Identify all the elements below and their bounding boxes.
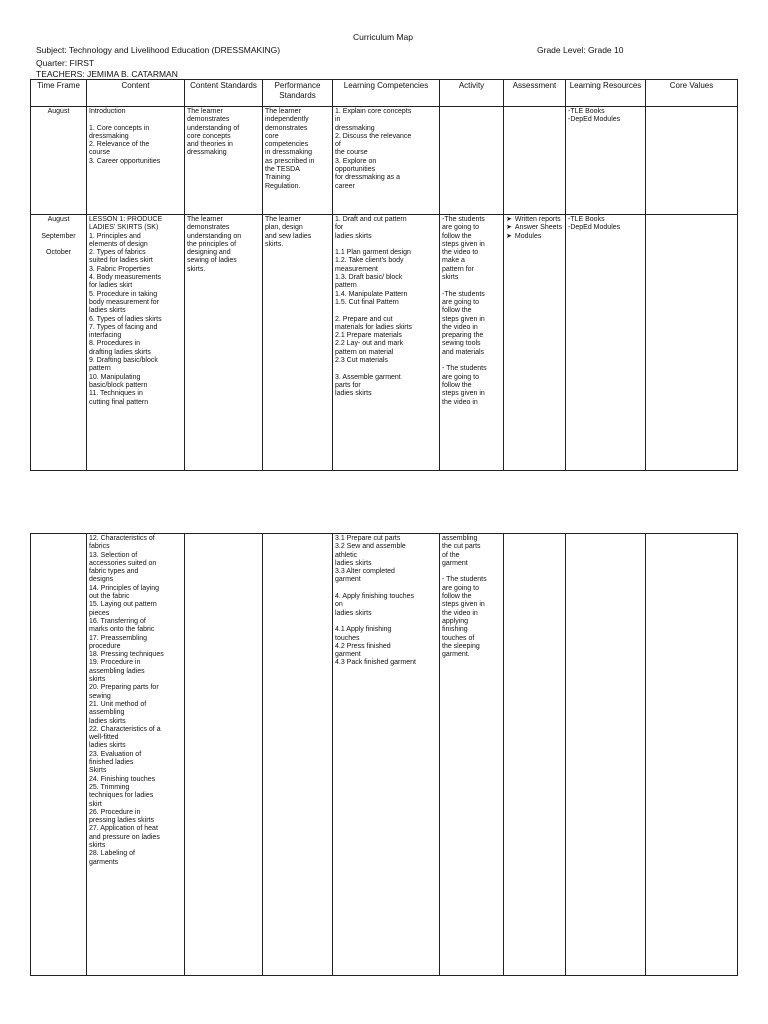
- cell-text-line: ladies skirts: [335, 609, 372, 617]
- cell-text-line: and theories in: [187, 141, 233, 149]
- cell-text-line: follow the: [442, 593, 472, 601]
- cell-text-line: 3. Explore on: [335, 157, 377, 165]
- list-item: ➤ Modules: [506, 232, 542, 240]
- cell-assessment: [504, 534, 566, 976]
- cell-core-values: [646, 107, 738, 215]
- cell-text-line: demonstrates: [265, 124, 308, 132]
- cell-text-line: assembling ladies: [89, 667, 145, 675]
- cell-text-line: are going to: [442, 584, 479, 592]
- cell-text-line: of the: [442, 551, 460, 559]
- cell-text-line: September: [41, 232, 76, 240]
- cell-text-line: plan, design: [265, 224, 303, 232]
- cell-text-line: 4.2 Press finished: [335, 642, 391, 650]
- cell-text-line: of: [335, 141, 341, 149]
- cell-text-line: 1. Draft and cut pattern: [335, 216, 407, 223]
- cell-learning-competencies: [333, 107, 440, 215]
- col-performance-standards: Performance Standards: [263, 80, 333, 107]
- cell-text-line: 2. Prepare and cut: [335, 315, 393, 323]
- cell-text-line: 19. Procedure in: [89, 659, 141, 667]
- cell-activity: [440, 107, 504, 215]
- col-core-values: Core Values: [646, 80, 738, 107]
- cell-text-line: steps given in: [442, 315, 485, 323]
- cell-text-line: Training: [265, 174, 291, 182]
- cell-text-line: finished ladies: [89, 759, 134, 767]
- cell-performance-standards: [263, 107, 333, 215]
- col-content: Content: [87, 80, 185, 107]
- cell-text-line: The learner: [265, 216, 301, 223]
- cell-text-line: are going to: [442, 373, 479, 381]
- cell-text-line: dressmaking: [187, 149, 227, 157]
- cell-learning-resources: [566, 215, 646, 471]
- cell-text-line: August: [47, 108, 70, 115]
- cell-text-line: and sew ladies: [265, 232, 312, 240]
- cell-text-line: [335, 618, 437, 626]
- cell-text-line: 21. Unit method of: [89, 700, 147, 708]
- cell-assessment: [504, 107, 566, 215]
- cell-text-line: 23. Evaluation of: [89, 750, 142, 758]
- cell-text-line: -The students: [442, 290, 485, 298]
- cell-text-line: -DepEd Modules: [568, 224, 621, 232]
- cell-text-line: ladies skirts: [89, 307, 126, 315]
- cell-text-line: 2.3 Cut materials: [335, 357, 388, 365]
- cell-text-line: 2. Discuss the relevance: [335, 132, 412, 140]
- cell-text-line: skirts.: [265, 240, 284, 248]
- cell-text-line: pattern: [335, 282, 357, 290]
- cell-text-line: - The students: [442, 576, 487, 584]
- cell-text-line: follow the: [442, 307, 472, 315]
- subject-label: Subject: Technology and Livelihood Education (DRESSMAKING): [36, 45, 281, 55]
- cell-text-line: August: [47, 216, 70, 223]
- cell-text-line: assembling: [89, 709, 125, 717]
- cell-text-line: athletic: [335, 551, 358, 559]
- cell-text-line: steps given in: [442, 390, 485, 398]
- cell-time-frame: [31, 534, 87, 976]
- cell-text-line: drafting ladies skirts: [89, 348, 151, 356]
- col-learning-resources: Learning Resources: [566, 80, 646, 107]
- cell-text-line: 2. Relevance of the: [89, 141, 150, 149]
- assessment-list: [506, 216, 563, 241]
- cell-text-line: touches of: [442, 634, 475, 642]
- cell-text-line: procedure: [89, 642, 121, 650]
- cell-activity: [440, 534, 504, 976]
- cell-text-line: LESSON 1: PRODUCE: [89, 216, 163, 223]
- cell-text-line: designs: [89, 576, 114, 584]
- cell-text-line: 13. Selection of: [89, 551, 138, 559]
- col-time-frame: Time Frame: [31, 80, 87, 107]
- cell-text-line: course: [89, 149, 111, 157]
- curriculum-table: [30, 79, 738, 471]
- cell-text-line: garment: [442, 559, 468, 567]
- cell-text-line: 3. Assemble garment: [335, 373, 401, 381]
- cell-text-line: out the fabric: [89, 593, 130, 601]
- cell-text-line: 9. Drafting basic/block: [89, 357, 158, 365]
- cell-text-line: garment: [335, 576, 361, 584]
- cell-text-line: the course: [335, 149, 368, 157]
- cell-text-line: [442, 357, 501, 365]
- cell-text-line: sewing of ladies: [187, 257, 237, 265]
- cell-text-line: The learner: [265, 108, 301, 115]
- cell-activity: [440, 215, 504, 471]
- cell-text-line: LADIES' SKIRTS (SK): [89, 224, 159, 232]
- cell-text-line: -TLE Books: [568, 216, 605, 223]
- cell-text-line: in: [335, 116, 341, 124]
- cell-text-line: 5. Procedure in taking: [89, 290, 158, 298]
- cell-text-line: 14. Principles of laying: [89, 584, 160, 592]
- cell-text-line: -DepEd Modules: [568, 116, 621, 124]
- cell-text-line: The learner: [187, 216, 223, 223]
- cell-text-line: on: [335, 601, 343, 609]
- cell-text-line: - The students: [442, 365, 487, 373]
- arrow-bullet-icon: ➤: [506, 224, 512, 232]
- cell-text-line: fabric types and: [89, 568, 139, 576]
- cell-text-line: Introduction: [89, 108, 126, 115]
- cell-text-line: October: [46, 249, 71, 257]
- cell-text-line: [442, 568, 501, 576]
- cell-text-line: 27. Application of heat: [89, 825, 158, 833]
- cell-text-line: ladies skirts: [335, 390, 372, 398]
- cell-text-line: 6. Types of ladies skirts: [89, 315, 162, 323]
- cell-text-line: career: [335, 182, 355, 190]
- cell-text-line: for ladies skirt: [89, 282, 133, 290]
- cell-assessment: [504, 215, 566, 471]
- cell-text-line: 3. Career opportunities: [89, 157, 161, 165]
- cell-text-line: garments: [89, 858, 119, 866]
- cell-text-line: skirt: [89, 800, 102, 808]
- cell-text-line: 3.1 Prepare cut parts: [335, 535, 401, 542]
- cell-text-line: [89, 116, 182, 124]
- cell-content-standards: [185, 534, 263, 976]
- cell-time-frame: [31, 215, 87, 471]
- cell-text-line: independently: [265, 116, 309, 124]
- cell-text-line: ladies skirts: [89, 742, 126, 750]
- cell-text-line: 2. Types of fabrics: [89, 249, 146, 257]
- cell-text-line: and materials: [442, 348, 485, 356]
- cell-text-line: steps given in: [442, 240, 485, 248]
- cell-text-line: -TLE Books: [568, 108, 605, 115]
- cell-text-line: core concepts: [187, 132, 231, 140]
- cell-text-line: body measurement for: [89, 298, 160, 306]
- cell-text-line: 1.1 Plan garment design: [335, 249, 411, 257]
- cell-text-line: -The students: [442, 216, 485, 223]
- cell-text-line: ladies skirts: [335, 559, 372, 567]
- cell-text-line: are going to: [442, 224, 479, 232]
- cell-text-line: are going to: [442, 298, 479, 306]
- cell-text-line: cutting final pattern: [89, 398, 149, 406]
- table-row: [31, 107, 738, 215]
- cell-text-line: 15. Laying out pattern: [89, 601, 157, 609]
- cell-text-line: skirts.: [187, 265, 206, 273]
- cell-text-line: sewing tools: [442, 340, 481, 348]
- cell-text-line: preparing the: [442, 332, 484, 340]
- header-row: [31, 80, 738, 107]
- cell-text-line: 25. Trimming: [89, 783, 130, 791]
- cell-learning-resources: [566, 107, 646, 215]
- cell-text-line: make a: [442, 257, 465, 265]
- cell-text-line: opportunities: [335, 166, 376, 174]
- table-row: [31, 534, 738, 976]
- cell-text-line: dressmaking: [89, 132, 129, 140]
- arrow-bullet-icon: ➤: [506, 216, 512, 223]
- grade-level-label: Grade Level: Grade 10: [537, 45, 624, 55]
- cell-text-line: [335, 585, 437, 593]
- cell-text-line: pattern for: [442, 265, 474, 273]
- cell-text-line: ladies skirts: [335, 232, 372, 240]
- cell-text-line: core: [265, 132, 279, 140]
- cell-learning-competencies: [333, 215, 440, 471]
- cell-text-line: the sleeping: [442, 642, 480, 650]
- cell-text-line: garment.: [442, 651, 470, 659]
- cell-text-line: follow the: [442, 232, 472, 240]
- cell-learning-competencies: [333, 534, 440, 976]
- cell-text-line: 24. Finishing touches: [89, 775, 156, 783]
- cell-text-line: [33, 241, 84, 249]
- cell-text-line: ladies skirts: [89, 717, 126, 725]
- cell-text-line: [442, 282, 501, 290]
- cell-text-line: 8. Procedures in: [89, 340, 140, 348]
- cell-text-line: materials for ladies skirts: [335, 323, 413, 331]
- cell-text-line: skirts: [89, 841, 106, 849]
- cell-content-standards: [185, 107, 263, 215]
- cell-core-values: [646, 215, 738, 471]
- cell-text-line: finishing: [442, 626, 468, 634]
- cell-text-line: 1.4. Manipulate Pattern: [335, 290, 408, 298]
- cell-text-line: the video in: [442, 398, 478, 406]
- cell-text-line: Skirts: [89, 767, 107, 775]
- cell-learning-resources: [566, 534, 646, 976]
- col-content-standards: Content Standards: [185, 80, 263, 107]
- cell-text-line: the TESDA: [265, 166, 300, 174]
- cell-text-line: well-fitted: [89, 734, 119, 742]
- cell-text-line: and pressure on ladies: [89, 833, 160, 841]
- cell-text-line: understanding on: [187, 232, 242, 240]
- cell-text-line: understanding of: [187, 124, 240, 132]
- cell-text-line: skirts: [442, 274, 459, 282]
- cell-text-line: elements of design: [89, 240, 148, 248]
- cell-text-line: 26. Procedure in: [89, 808, 141, 816]
- cell-text-line: 3. Fabric Properties: [89, 265, 151, 273]
- page-title: Curriculum Map: [353, 32, 413, 42]
- cell-time-frame: [31, 107, 87, 215]
- cell-content: [87, 215, 185, 471]
- cell-text-line: applying: [442, 617, 469, 625]
- cell-text-line: follow the: [442, 381, 472, 389]
- cell-text-line: The learner: [187, 108, 223, 115]
- col-learning-competencies: Learning Competencies: [333, 80, 440, 107]
- cell-text-line: dressmaking: [335, 124, 375, 132]
- cell-text-line: [33, 224, 84, 232]
- cell-text-line: suited for ladies skirt: [89, 257, 153, 265]
- cell-text-line: 4. Apply finishing touches: [335, 593, 414, 601]
- cell-text-line: [335, 241, 437, 249]
- cell-performance-standards: [263, 534, 333, 976]
- cell-text-line: accessories suited on: [89, 559, 157, 567]
- cell-text-line: the video to: [442, 249, 479, 257]
- cell-text-line: sewing: [89, 692, 111, 700]
- cell-text-line: pattern on material: [335, 348, 394, 356]
- cell-text-line: 18. Pressing techniques: [89, 651, 164, 659]
- cell-text-line: in dressmaking: [265, 149, 313, 157]
- cell-text-line: for: [335, 224, 344, 232]
- cell-text-line: garment: [335, 651, 361, 659]
- teachers-label: TEACHERS: JEMIMA B. CATARMAN: [36, 69, 178, 79]
- curriculum-table-continued: [30, 533, 738, 976]
- cell-text-line: fabrics: [89, 543, 110, 551]
- list-item: ➤ Written reports: [506, 216, 561, 223]
- cell-text-line: 1.5. Cut final Pattern: [335, 298, 399, 306]
- col-activity: Activity: [440, 80, 504, 107]
- cell-text-line: 1. Core concepts in: [89, 124, 150, 132]
- cell-text-line: for dressmaking as a: [335, 174, 400, 182]
- cell-text-line: skirts: [89, 676, 106, 684]
- cell-text-line: 2.1 Prepare materials: [335, 332, 402, 340]
- cell-text-line: [335, 365, 437, 373]
- cell-text-line: [335, 307, 437, 315]
- cell-content: [87, 534, 185, 976]
- cell-text-line: the principles of: [187, 240, 237, 248]
- cell-text-line: assembling: [442, 535, 478, 542]
- cell-text-line: 1.2. Take client's body: [335, 257, 404, 265]
- cell-text-line: marks onto the fabric: [89, 626, 155, 634]
- list-item: ➤ Answer Sheets: [506, 224, 562, 232]
- cell-text-line: demonstrates: [187, 224, 230, 232]
- cell-text-line: 20. Preparing parts for: [89, 684, 159, 692]
- cell-core-values: [646, 534, 738, 976]
- cell-text-line: 4.1 Apply finishing: [335, 626, 392, 634]
- cell-text-line: 22. Characteristics of a: [89, 725, 161, 733]
- col-assessment: Assessment: [504, 80, 566, 107]
- cell-text-line: 17. Preassembling: [89, 634, 147, 642]
- cell-text-line: 12. Characteristics of: [89, 535, 155, 542]
- cell-text-line: measurement: [335, 265, 378, 273]
- cell-text-line: 28. Labeling of: [89, 850, 135, 858]
- cell-text-line: pieces: [89, 609, 110, 617]
- cell-content: [87, 107, 185, 215]
- cell-text-line: touches: [335, 634, 360, 642]
- cell-text-line: 7. Types of facing and: [89, 323, 158, 331]
- cell-text-line: as prescribed in: [265, 157, 315, 165]
- cell-text-line: designing and: [187, 249, 231, 257]
- cell-content-standards: [185, 215, 263, 471]
- cell-text-line: parts for: [335, 381, 361, 389]
- cell-text-line: basic/block pattern: [89, 381, 148, 389]
- cell-text-line: 1. Explain core concepts: [335, 108, 412, 115]
- cell-text-line: the video in: [442, 323, 478, 331]
- cell-text-line: pressing ladies skirts: [89, 817, 154, 825]
- cell-text-line: 16. Transferring of: [89, 617, 146, 625]
- cell-text-line: 4.3 Pack finished garment: [335, 659, 416, 667]
- cell-performance-standards: [263, 215, 333, 471]
- cell-text-line: 3.2 Sew and assemble: [335, 543, 406, 551]
- cell-text-line: 2.2 Lay- out and mark: [335, 340, 404, 348]
- cell-text-line: 1. Principles and: [89, 232, 141, 240]
- cell-text-line: the video in: [442, 609, 478, 617]
- cell-text-line: steps given in: [442, 601, 485, 609]
- arrow-bullet-icon: ➤: [506, 232, 512, 240]
- table-row: [31, 215, 738, 471]
- cell-text-line: competencies: [265, 141, 309, 149]
- cell-text-line: the cut parts: [442, 543, 481, 551]
- cell-text-line: pattern: [89, 365, 111, 373]
- cell-text-line: demonstrates: [187, 116, 230, 124]
- quarter-label: Quarter: FIRST: [36, 58, 95, 68]
- cell-text-line: 1.3. Draft basic/ block: [335, 274, 403, 282]
- cell-text-line: techniques for ladies: [89, 792, 154, 800]
- cell-text-line: 11. Techniques in: [89, 390, 143, 398]
- cell-text-line: 10. Manipulating: [89, 373, 141, 381]
- cell-text-line: Regulation.: [265, 182, 301, 190]
- cell-text-line: 4. Body measurements: [89, 274, 161, 282]
- cell-text-line: interfacing: [89, 332, 122, 340]
- cell-text-line: 3.3 Alter completed: [335, 568, 395, 576]
